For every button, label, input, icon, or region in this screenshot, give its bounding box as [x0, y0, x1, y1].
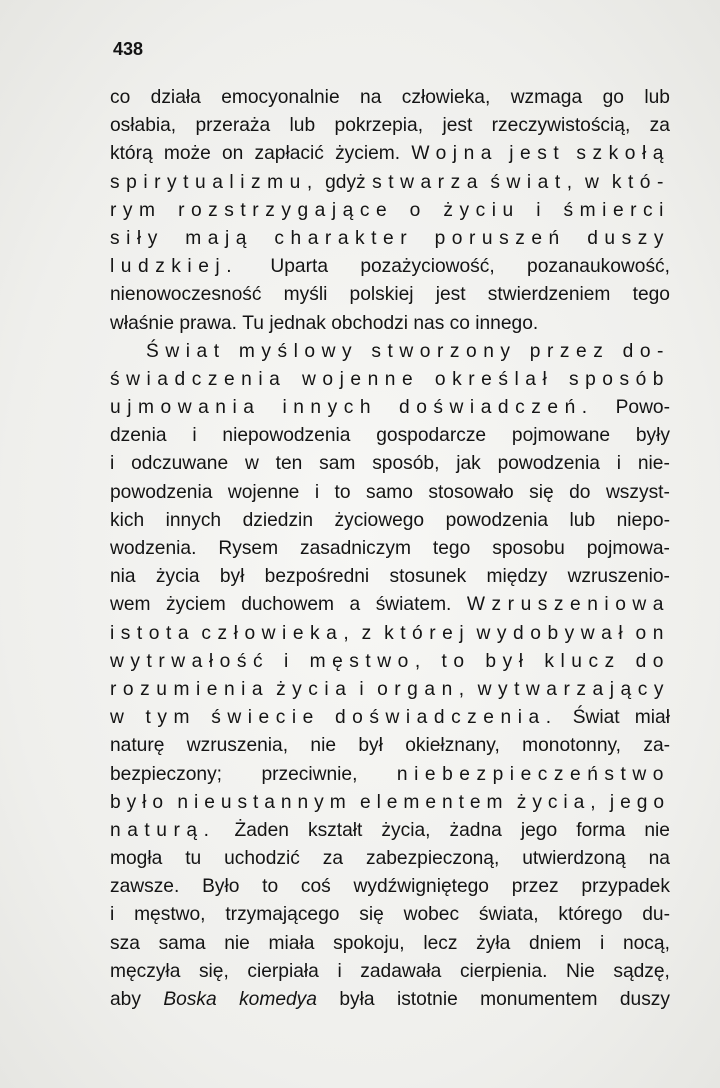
text-line [110, 676, 670, 704]
word: sza [110, 932, 140, 954]
word: poruszeń [434, 227, 566, 249]
word: męstwo, [134, 904, 206, 926]
text-line [110, 366, 670, 394]
word: okiełznany, [405, 735, 500, 757]
word: tego [632, 284, 670, 306]
word: wytwarzający [477, 678, 670, 700]
word: zadawała [360, 960, 442, 982]
word: pozanaukowość, [527, 256, 670, 278]
word: i [110, 904, 115, 926]
word: pojmowane [511, 425, 611, 447]
word: bezpieczony; [110, 763, 222, 785]
word: nieustannym [177, 791, 352, 813]
word: rzeczywistością, [491, 115, 631, 137]
word: działa [150, 87, 201, 108]
text-line [110, 450, 670, 478]
word: innego. [475, 312, 539, 334]
word: ten [275, 453, 303, 475]
word: to [441, 650, 471, 672]
word: w [110, 707, 131, 729]
word: życiu [443, 199, 520, 221]
word: charakter [274, 227, 414, 249]
text-line [110, 310, 670, 338]
word: i [616, 453, 622, 475]
word: a [349, 594, 361, 616]
word: spirytualizmu, [110, 171, 319, 193]
word: rym [110, 199, 162, 221]
word: prawa. [179, 312, 237, 334]
word: to [334, 481, 351, 503]
word: Tu [242, 312, 264, 334]
word: doświadczeń. [399, 397, 594, 419]
word: pojmowa- [586, 538, 670, 559]
word: i [314, 481, 320, 503]
word: rozumienia [110, 678, 270, 700]
word: jest [435, 284, 466, 306]
word: istotnie [396, 989, 458, 1010]
word: duszy [587, 227, 670, 249]
word: tym [145, 707, 197, 729]
text-line [110, 394, 670, 422]
word: życia, [516, 791, 602, 813]
word: polskiej [349, 284, 414, 306]
word: sądzę, [613, 960, 670, 982]
text-line [110, 930, 670, 958]
word: gdyż [325, 171, 366, 193]
word: na [360, 87, 382, 108]
word: do [635, 650, 670, 672]
word: Było [202, 876, 240, 898]
word: trzymającego [225, 904, 340, 926]
word: były [635, 425, 670, 447]
word: wem [110, 594, 151, 616]
word: nie [310, 735, 337, 757]
word: samo [366, 481, 413, 503]
word: Świat [572, 707, 620, 729]
text-line [110, 704, 670, 732]
word: bezpośredni [264, 566, 370, 588]
word: tu [185, 848, 202, 870]
word: jak [456, 453, 481, 475]
word: i [359, 678, 371, 700]
word: jego [609, 791, 670, 813]
word: aby [110, 989, 141, 1010]
word: niebezpieczeństwo [396, 763, 670, 785]
word: odczuwane [131, 453, 229, 475]
word: żyła [476, 932, 511, 954]
text-line [110, 789, 670, 817]
text-line [110, 817, 670, 845]
text-line [110, 479, 670, 507]
text-line [110, 84, 670, 112]
word: wzmaga [510, 87, 583, 108]
word: lub [289, 115, 316, 137]
word: się [359, 904, 384, 926]
word: i [599, 932, 605, 954]
word: może [163, 143, 211, 165]
word: komedya [239, 989, 317, 1010]
word: sposób, [372, 453, 440, 475]
word: Nie [565, 960, 595, 982]
word: siły [110, 227, 164, 249]
word: gospodarcze [376, 425, 487, 447]
word: wojenne [302, 368, 420, 390]
word: była [339, 989, 375, 1010]
text-line [110, 648, 670, 676]
word: myślowy [238, 340, 359, 362]
word: Żaden [234, 819, 289, 841]
word: naturą. [110, 819, 216, 841]
text-line [110, 253, 670, 281]
word: go [602, 87, 624, 108]
word: zabezpieczoną, [365, 848, 500, 870]
word: uchodzić [224, 848, 300, 870]
word: Uparta [270, 256, 328, 278]
word: lub [644, 87, 670, 108]
word: ludzkiej. [110, 256, 239, 278]
word: człowieka, [401, 87, 491, 108]
word: wytrwałość [110, 650, 270, 672]
word: do- [622, 340, 670, 362]
word: przeraża [195, 115, 271, 137]
word: wydźwigniętego [353, 876, 489, 898]
word: du- [642, 904, 670, 926]
word: szkołą [576, 143, 670, 165]
word: nienowoczesność [110, 284, 262, 306]
word: powodzenia [445, 509, 549, 531]
word: się [529, 481, 554, 503]
word: świata, [478, 904, 539, 926]
word: jego [520, 819, 558, 841]
word: mogła [110, 848, 163, 870]
word: kształt [307, 819, 363, 841]
word: naturę [110, 735, 165, 757]
text-line [110, 563, 670, 591]
word: utwierdzoną [522, 848, 626, 870]
word: życia, [381, 819, 431, 841]
word: zasadniczym [300, 538, 411, 559]
word: kich [110, 509, 145, 531]
word: Powo- [615, 397, 670, 419]
word: forma [576, 819, 626, 841]
word: cierpiała [247, 960, 319, 982]
word: i [536, 199, 548, 221]
word: stosowało [428, 481, 514, 503]
word: lub [569, 509, 596, 531]
word: którą [110, 143, 153, 165]
word: życia [276, 678, 353, 700]
word: życiem [166, 594, 226, 616]
word: świat, [490, 171, 579, 193]
word: przez [511, 876, 559, 898]
word: któ- [611, 171, 670, 193]
word: życiowego [334, 509, 425, 531]
word: duchowem [241, 594, 335, 616]
word: nocą, [622, 932, 670, 954]
word: spokoju, [333, 932, 405, 954]
word: on [222, 143, 244, 165]
text-line [110, 338, 670, 366]
word: do [569, 481, 591, 503]
text-line [110, 112, 670, 140]
word: to [262, 876, 279, 898]
word: i [283, 650, 295, 672]
word: przeciwnie, [261, 763, 358, 785]
text-line [110, 591, 670, 619]
word: miała [268, 932, 315, 954]
text-line [110, 422, 670, 450]
word: za [322, 848, 344, 870]
word: rozstrzygające [178, 199, 394, 221]
word: stwarza [372, 171, 484, 193]
page-number: 438 [113, 39, 144, 59]
word: świecie [211, 707, 320, 729]
word: na [648, 848, 670, 870]
word: wszyst- [605, 481, 670, 503]
word: świadczenia [110, 368, 287, 390]
word: monumentem [480, 989, 598, 1010]
word: sam [319, 453, 356, 475]
word: elementem [359, 791, 509, 813]
word: określał [434, 368, 554, 390]
word: którego [558, 904, 623, 926]
word: miał [634, 707, 670, 729]
word: tego [432, 538, 471, 559]
word: wobec [403, 904, 460, 926]
word: Wojna [411, 143, 498, 165]
word: nie [644, 819, 670, 841]
word: Boska [163, 989, 217, 1010]
word: przez [529, 340, 610, 362]
word: życia [155, 566, 200, 588]
word: myśli [283, 284, 328, 306]
text-line [110, 535, 670, 563]
word: żadna [449, 819, 502, 841]
text-line [110, 901, 670, 929]
word: dniem [529, 932, 582, 954]
word: wzruszenia, [186, 735, 289, 757]
word: mają [185, 227, 253, 249]
word: nia [110, 566, 136, 588]
word: z [361, 622, 378, 644]
word: osłabia, [110, 115, 177, 137]
word: życiem. [335, 143, 401, 165]
word: klucz [544, 650, 621, 672]
word: duszy [619, 989, 670, 1010]
word: był [219, 566, 245, 588]
word: lecz [423, 932, 458, 954]
word: śmierci [563, 199, 670, 221]
word: niepo- [616, 509, 670, 531]
word: innych [282, 397, 378, 419]
word: sama [158, 932, 206, 954]
word: właśnie [110, 312, 174, 334]
word: był [485, 650, 530, 672]
word: nie [224, 932, 250, 954]
word: ujmowania [110, 397, 261, 419]
word: co [110, 87, 131, 108]
word: sposobu [492, 538, 565, 559]
word: doświadczenia. [334, 707, 558, 729]
word: męczyła [110, 960, 181, 982]
word: Rysem [218, 538, 279, 559]
text-line [110, 225, 670, 253]
word: monotonny, [522, 735, 621, 757]
text-line [110, 507, 670, 535]
word: za [649, 115, 670, 137]
text-line [110, 197, 670, 225]
word: Świat [146, 340, 226, 362]
word: cierpienia. [459, 960, 548, 982]
word: istota [110, 622, 196, 644]
text-line [110, 845, 670, 873]
word: jest [442, 115, 473, 137]
word: był [358, 735, 383, 757]
text-line [110, 140, 670, 168]
word: w [585, 171, 606, 193]
word: dziedzin [242, 509, 313, 531]
word: za- [643, 735, 670, 757]
word: powodzenia [110, 481, 213, 503]
word: on [635, 622, 670, 644]
word: obchodzi [331, 312, 409, 334]
word: stworzony [371, 340, 517, 362]
word: której [384, 622, 471, 644]
word: przypadek [581, 876, 670, 898]
word: jest [509, 143, 566, 165]
word: męstwo, [309, 650, 427, 672]
word: zawsze. [110, 876, 180, 898]
word: wydobywał [476, 622, 630, 644]
text-line [110, 986, 670, 1014]
word: i [110, 453, 115, 475]
word: wojenne [227, 481, 300, 503]
word: światem. [375, 594, 452, 616]
text-line [110, 873, 670, 901]
text-line [110, 281, 670, 309]
word: wzruszenio- [567, 566, 670, 588]
word: stosunek [389, 566, 467, 588]
word: stwierdzeniem [487, 284, 611, 306]
word: człowieka, [201, 622, 356, 644]
word: jednak [269, 312, 326, 334]
word: sposób [568, 368, 670, 390]
word: innych [165, 509, 222, 531]
text-line [110, 620, 670, 648]
word: co [449, 312, 470, 334]
word: powodzenia [497, 453, 600, 475]
word: było [110, 791, 170, 813]
word: w [244, 453, 259, 475]
word: pozażyciowość, [360, 256, 495, 278]
text-line [110, 169, 670, 197]
word: i [192, 425, 197, 447]
word: dzenia [110, 425, 167, 447]
word: zapłacić [254, 143, 324, 165]
word: się, [198, 960, 229, 982]
word: coś [300, 876, 331, 898]
word: między [486, 566, 548, 588]
word: pokrzepia, [334, 115, 424, 137]
word: Wzruszeniowa [466, 594, 670, 616]
word: nie- [637, 453, 670, 475]
word: i [337, 960, 342, 982]
word: o [409, 199, 427, 221]
text-line [110, 761, 670, 789]
text-line [110, 732, 670, 760]
word: wodzenia. [110, 538, 197, 559]
text-line [110, 958, 670, 986]
word: nas [413, 312, 445, 334]
body-text [110, 84, 670, 1014]
word: organ, [377, 678, 471, 700]
word: emocyonalnie [221, 87, 340, 108]
word: niepowodzenia [222, 425, 351, 447]
